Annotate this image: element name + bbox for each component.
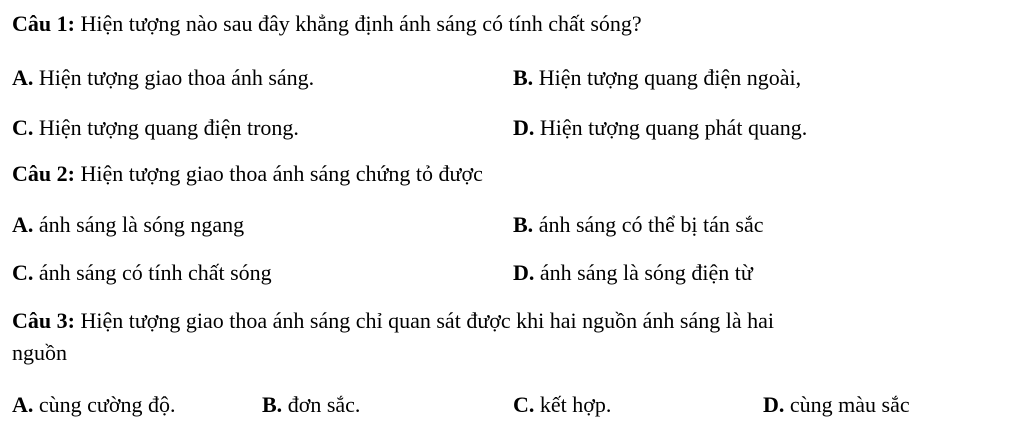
question-3-option-c [513,392,611,418]
question-2-label: Câu 2: [12,161,75,186]
question-2-text: Hiện tượng giao thoa ánh sáng chứng tỏ được [74,161,483,186]
option-letter: D. [513,260,535,285]
option-letter: D. [763,392,785,417]
option-letter: B. [513,212,534,237]
question-3-label: Câu 3: [12,308,75,333]
question-2-option-d [513,260,753,286]
option-text: cùng màu sắc [784,392,910,417]
question-3-option-b [262,392,360,418]
question-1-option-c [12,115,299,141]
question-1-text: Hiện tượng nào sau đây khẳng định ánh sáng có tính chất sóng? [74,11,642,36]
option-text: kết hợp. [534,392,612,417]
question-1-option-b [513,65,801,91]
option-letter: D. [513,115,535,140]
option-text: Hiện tượng quang phát quang. [534,115,808,140]
question-1-option-a [12,65,314,91]
option-text: Hiện tượng giao thoa ánh sáng. [33,65,315,90]
option-letter: A. [12,392,34,417]
question-3-stem [12,308,774,334]
question-2-option-a [12,212,244,238]
question-3-text-cont: nguồn [12,340,67,365]
option-text: ánh sáng là sóng điện từ [534,260,753,285]
question-3-option-a [12,392,175,418]
option-letter: A. [12,212,34,237]
question-2-option-c [12,260,272,286]
option-text: ánh sáng có tính chất sóng [33,260,272,285]
option-letter: A. [12,65,34,90]
question-1-label: Câu 1: [12,11,75,36]
option-text: Hiện tượng quang điện trong. [33,115,299,140]
option-letter: B. [513,65,534,90]
question-3-stem-continuation [12,340,67,366]
question-1-option-d [513,115,807,141]
option-letter: C. [12,115,34,140]
option-letter: C. [12,260,34,285]
option-text: đơn sắc. [282,392,361,417]
question-3-text: Hiện tượng giao thoa ánh sáng chỉ quan sát được khi hai nguồn ánh sáng là hai [74,308,774,333]
option-text: Hiện tượng quang điện ngoài, [533,65,802,90]
option-text: ánh sáng có thể bị tán sắc [533,212,764,237]
question-2-option-b [513,212,764,238]
question-3-option-d [763,392,910,418]
option-text: cùng cường độ. [33,392,176,417]
option-text: ánh sáng là sóng ngang [33,212,245,237]
question-1-stem [12,11,642,37]
option-letter: B. [262,392,283,417]
option-letter: C. [513,392,535,417]
question-2-stem [12,161,483,187]
